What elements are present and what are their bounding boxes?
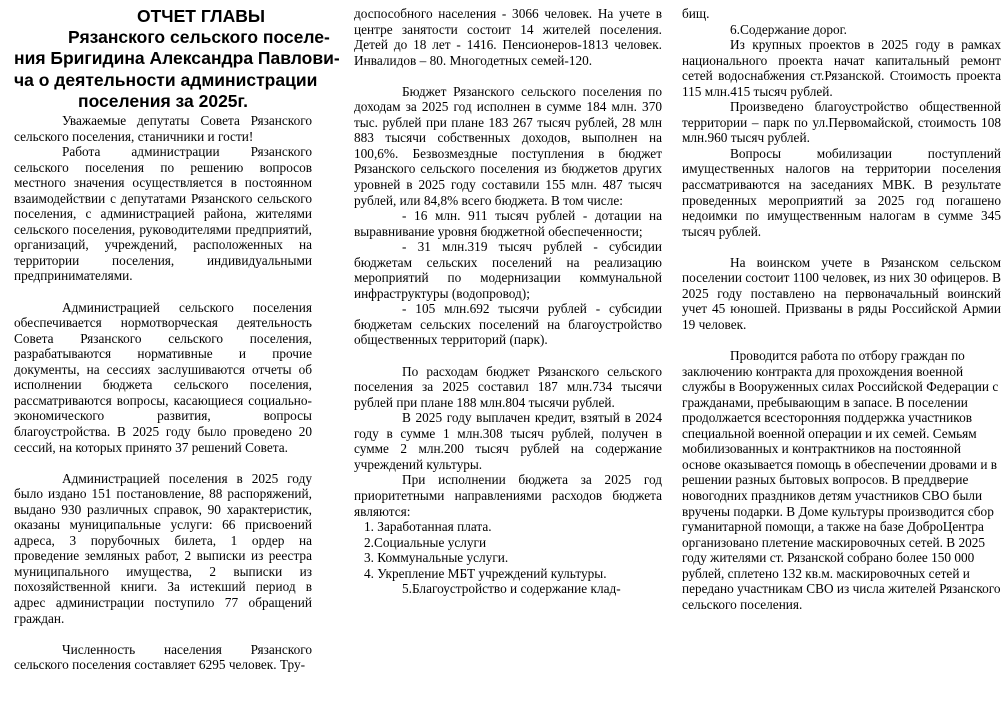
- paragraph: Из крупных проектов в 2025 году в рамках национального проекта начат капитальный ремонт сетей водоснабжения ст.Рязанской. Стоимость проекта 115 млн.415 тысяч рублей.: [682, 37, 1001, 99]
- column-3-text: [682, 6, 1001, 612]
- column-1: [14, 6, 340, 673]
- column-2-text: [354, 6, 662, 597]
- title-line: ния Бригидина Александра Павлови-: [14, 48, 340, 69]
- paragraph: - 31 млн.319 тысяч рублей - субсидии бюджетам сельских поселений на реализацию мероприятий по модернизации коммунальной инфраструктуры (водопровод);: [354, 239, 662, 301]
- paragraph: Вопросы мобилизации поступлений имущественных налогов на территории поселения рассматриваются на заседаниях МВК. В результате проведенных мероприятий за 2025 год погашено недоимки по имущественным налогам в сумме 345 тысяч рублей.: [682, 145, 1001, 239]
- list-item: 1. Заработанная плата.: [364, 519, 492, 535]
- column-1-text: [14, 113, 312, 673]
- paragraph: Работа администрации Рязанского сельского поселения по решению вопросов местного значения осуществляется в постоянном взаимодействии с депутатами Рязанского сельского поселения, с администрацией района, жителями сельского поселения, руководителями предприятий, организаций, учреждений, расположенных на территории поселения, индивидуальными предпринимателями.: [14, 144, 312, 284]
- column-3: [682, 6, 1001, 612]
- list-item: 3. Коммунальные услуги.: [364, 550, 509, 566]
- paragraph: Численность населения Рязанского сельского поселения составляет 6295 человек. Тру-: [14, 641, 312, 673]
- paragraph: По расходам бюджет Рязанского сельского поселения за 2025 составил 187 млн.734 тысячи рублей при плане 188 млн.804 тысячи рублей.: [354, 363, 662, 410]
- title-line: ча о деятельности администрации: [14, 69, 318, 90]
- paragraph: Проводится работа по отбору граждан по заключению контракта для прохождения военной службы в Вооруженных силах Российской Федерации с гражданами, пребывающим в запасе. В поселении продолжается всесторонняя поддержка участников специальной военной операции и их семей. Семьям мобилизованных и контрактников на постоянной основе оказывается помощь в обеспечении дровами и в решении разных бытовых вопросов. В преддверие новогодних праздников детям участников СВО были вручены подарки. В Доме культуры производится сбор гуманитарной помощи, а также на базе ДоброЦентра организовано плетение маскировочных сетей. В 2025 году жителями ст. Рязанской собрано более 150 000 рублей, сплетено 132 кв.м. маскировочных сетей и передано участникам СВО из числа жителей Рязанского сельского поселения.: [682, 348, 1001, 612]
- document-title: [14, 6, 340, 112]
- title-line: Рязанского сельского поселе-: [68, 27, 330, 48]
- paragraph: Администрацией поселения в 2025 году было издано 151 постановление, 88 распоряжений, выдано 930 различных справок, 90 характеристик, оказаны муниципальные услуги: 66 присвоений адреса, 3 порубочных билета, 1 ордер на проведение земляных работ, 2 выписки из реестра муниципального имущества, 2 выписки из похозяйственной книги. За истекший период в адрес администрации поступило 77 обращений граждан.: [14, 470, 312, 626]
- column-2: [354, 6, 662, 597]
- paragraph: При исполнении бюджета за 2025 год приоритетными направлениями расходов бюджета являются:: [354, 472, 662, 519]
- paragraph: бищ.: [682, 6, 710, 21]
- paragraph: На воинском учете в Рязанском сельском поселении состоит 1100 человек, из них 30 офицеров. В 2025 году поставлено на первоначальный воинский учет 45 юношей. Призваны в ряды Российской Армии 19 человек.: [682, 254, 1001, 332]
- list-item: 2.Социальные услуги: [364, 534, 487, 550]
- list-item: 4. Укрепление МБТ учреждений культуры.: [364, 565, 607, 581]
- paragraph: В 2025 году выплачен кредит, взятый в 2024 году в сумме 1 млн.308 тысяч рублей, получен в сумме 2 млн.200 тысяч рублей на содержание учреждений культуры.: [354, 410, 662, 472]
- paragraph: - 16 млн. 911 тысяч рублей - дотации на выравнивание уровня бюджетной обеспеченности;: [354, 208, 662, 239]
- title-line: поселения за 2025г.: [78, 90, 248, 111]
- paragraph: - 105 млн.692 тысячи рублей - субсидии бюджетам сельских поселений на благоустройство общественных территорий (парк).: [354, 301, 662, 348]
- paragraph: Администрацией сельского поселения обеспечивается нормотворческая деятельность Совета Рязанского сельского поселения, разрабатываются нормативные и прочие документы, на сессиях заслушиваются отчеты об исполнении бюджета сельского поселения, рассматриваются вопросы, касающиеся социально-экономического развития, вопросы благоустройства. В 2025 году было проведено 20 сессий, на которых принято 37 решений Совета.: [14, 299, 312, 455]
- paragraph: Бюджет Рязанского сельского поселения по доходам за 2025 год исполнен в сумме 184 млн. 370 тыс. рублей при плане 183 267 тысяч рублей, 28 млн 883 тысячи собственных доходов, выполнен на 100,6%. Безвозмездные поступления в бюджет Рязанского сельского поселения из бюджетов других уровней в 2025 году составили 155 млн. 487 тысяч рублей, или 84,8% всего бюджета. В том числе:: [354, 83, 662, 208]
- title-line: ОТЧЕТ ГЛАВЫ: [137, 6, 265, 26]
- paragraph: 6.Содержание дорог.: [730, 21, 847, 37]
- paragraph: Произведено благоустройство общественной территории – парк по ул.Первомайской, стоимость 108 млн.960 тысяч рублей.: [682, 99, 1001, 146]
- paragraph: доспособного населения - 3066 человек. На учете в центре занятости состоит 14 жителей поселения. Детей до 18 лет - 1416. Пенсионеров-1813 человек. Инвалидов – 80. Многодетных семей-120.: [354, 6, 662, 68]
- paragraph: Уважаемые депутаты Совета Рязанского сельского поселения, станичники и гости!: [14, 113, 312, 144]
- paragraph: 5.Благоустройство и содержание клад-: [402, 581, 621, 597]
